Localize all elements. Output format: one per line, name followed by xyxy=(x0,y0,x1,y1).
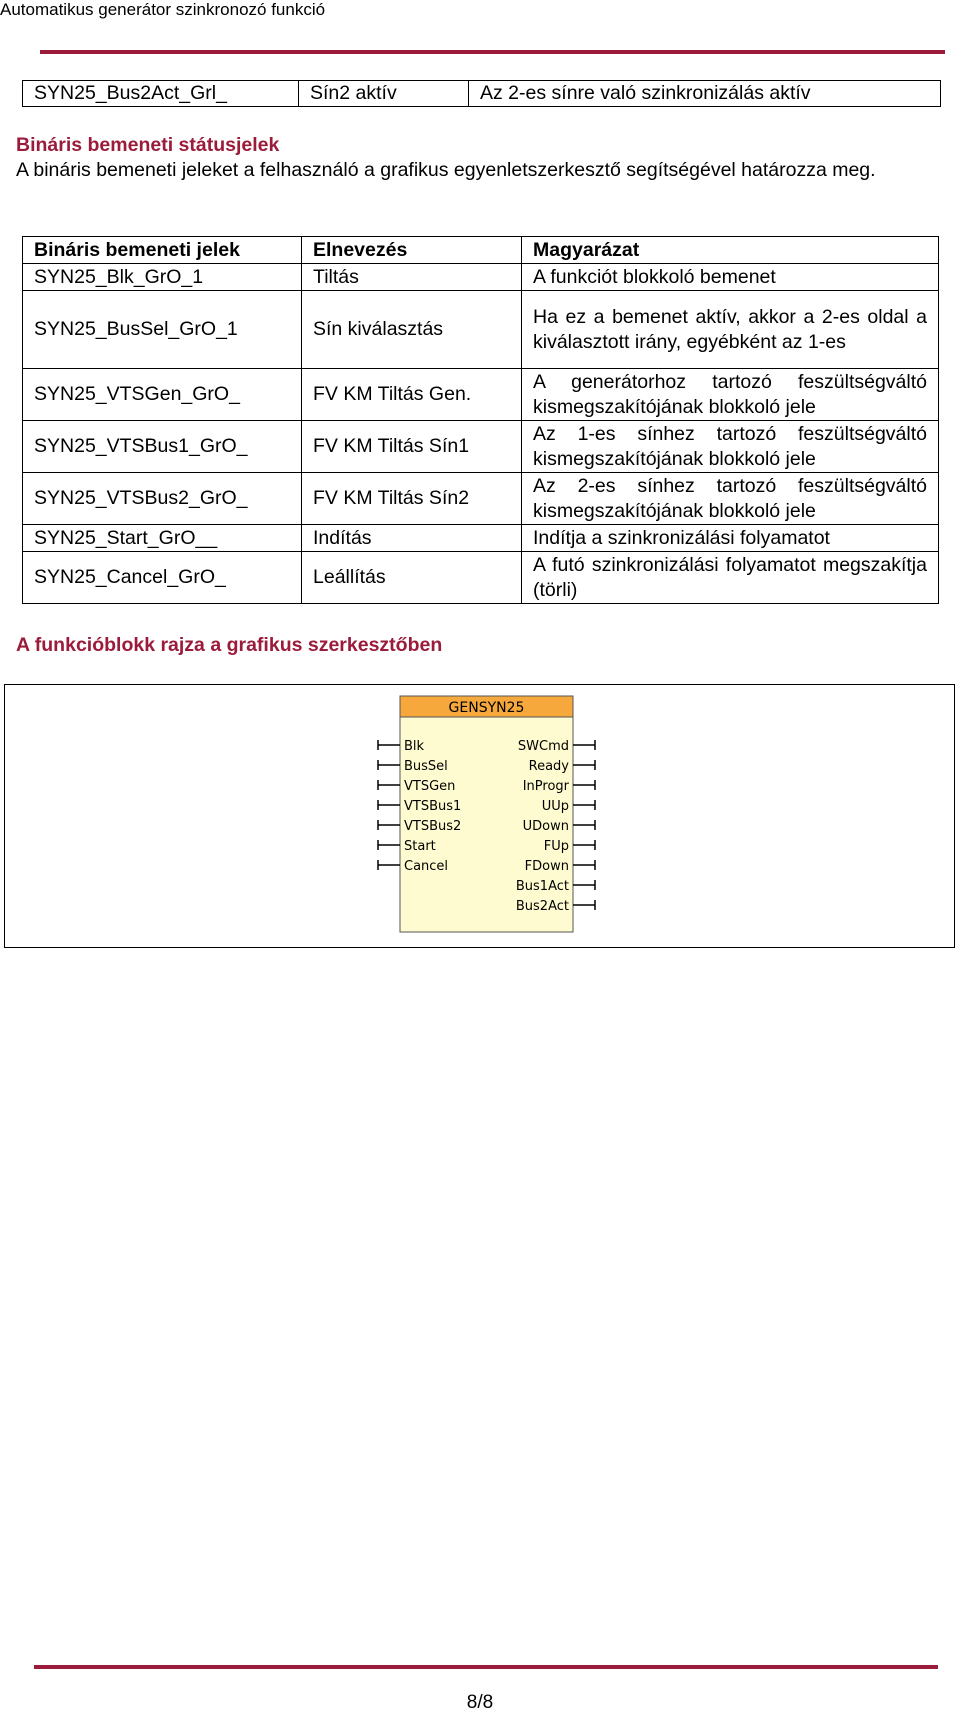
table-cell: Indítja a szinkronizálási folyamatot xyxy=(522,525,939,552)
table-row xyxy=(23,369,939,421)
table-cell: A generátorhoz tartozó feszültségváltó kismegszakítójának blokkoló jele xyxy=(522,369,939,421)
table-cell: Ha ez a bemenet aktív, akkor a 2-es oldal a kiválasztott irány, egyébként az 1-es xyxy=(522,291,939,369)
top-table xyxy=(22,80,941,107)
table-cell: SYN25_VTSBus2_GrO_ xyxy=(23,473,302,525)
output-pin-label: InProgr xyxy=(522,779,569,794)
input-pin-label: BusSel xyxy=(404,759,448,774)
table-cell: FV KM Tiltás Sín1 xyxy=(302,421,522,473)
output-pin-label: SWCmd xyxy=(517,739,569,754)
table-cell: Az 2-es sínre való szinkronizálás aktív xyxy=(469,81,941,107)
table-row xyxy=(23,552,939,604)
figure-heading: A funkcióblokk rajza a grafikus szerkesztőben xyxy=(16,634,443,656)
figure-frame xyxy=(4,684,955,948)
binary-inputs-description: A bináris bemeneti jeleket a felhasználó a grafikus egyenletszerkesztő segítségével határozza meg. xyxy=(16,159,876,181)
table-row xyxy=(23,291,939,369)
input-pin-label: Blk xyxy=(404,739,425,754)
page-number: 8/8 xyxy=(466,1692,494,1713)
function-block-diagram xyxy=(5,685,956,949)
input-pin-label: Start xyxy=(404,839,436,854)
table-cell: SYN25_Cancel_GrO_ xyxy=(23,552,302,604)
table-cell: FV KM Tiltás Sín2 xyxy=(302,473,522,525)
table-cell: FV KM Tiltás Gen. xyxy=(302,369,522,421)
table-row xyxy=(23,264,939,291)
table-cell: Az 1-es sínhez tartozó feszültségváltó kismegszakítójának blokkoló jele xyxy=(522,421,939,473)
table-cell: SYN25_BusSel_GrO_1 xyxy=(23,291,302,369)
input-pin-label: VTSBus1 xyxy=(404,799,462,814)
table-cell: Indítás xyxy=(302,525,522,552)
input-pin-label: Cancel xyxy=(404,859,449,874)
table-cell: SYN25_Start_GrO__ xyxy=(23,525,302,552)
table-cell: A futó szinkronizálási folyamatot megszakítja (törli) xyxy=(522,552,939,604)
table-cell: SYN25_VTSGen_GrO_ xyxy=(23,369,302,421)
table-cell: Tiltás xyxy=(302,264,522,291)
function-block-body xyxy=(400,696,573,932)
column-header: Bináris bemeneti jelek xyxy=(23,237,302,264)
table-row xyxy=(23,81,941,107)
output-pin-label: FDown xyxy=(524,859,569,874)
output-pin-label: Ready xyxy=(528,759,569,774)
column-header: Elnevezés xyxy=(302,237,522,264)
footer-rule xyxy=(34,1665,938,1669)
table-row xyxy=(23,473,939,525)
column-header: Magyarázat xyxy=(522,237,939,264)
binary-inputs-table xyxy=(22,236,939,604)
table-cell: SYN25_Blk_GrO_1 xyxy=(23,264,302,291)
table-row xyxy=(23,421,939,473)
table-cell: Az 2-es sínhez tartozó feszültségváltó kismegszakítójának blokkoló jele xyxy=(522,473,939,525)
output-pin-label: FUp xyxy=(543,839,569,854)
document-header-title: Automatikus generátor szinkronozó funkció xyxy=(0,0,326,19)
output-pin-label: Bus2Act xyxy=(515,899,569,914)
binary-inputs-heading: Bináris bemeneti státusjelek xyxy=(16,134,280,156)
output-pin-label: Bus1Act xyxy=(515,879,569,894)
table-cell: SYN25_VTSBus1_GrO_ xyxy=(23,421,302,473)
function-block-outputs xyxy=(516,739,595,914)
function-block-title: GENSYN25 xyxy=(448,700,525,716)
table-row xyxy=(23,525,939,552)
table-cell: Sín2 aktív xyxy=(299,81,469,107)
table-cell: SYN25_Bus2Act_Grl_ xyxy=(23,81,299,107)
output-pin-label: UUp xyxy=(541,799,569,814)
header-rule xyxy=(40,50,945,54)
output-pin-label: UDown xyxy=(522,819,569,834)
table-cell: Sín kiválasztás xyxy=(302,291,522,369)
table-cell: Leállítás xyxy=(302,552,522,604)
input-pin-label: VTSBus2 xyxy=(404,819,462,834)
table-cell: A funkciót blokkoló bemenet xyxy=(522,264,939,291)
input-pin-label: VTSGen xyxy=(404,779,456,794)
table-header-row xyxy=(23,237,939,264)
